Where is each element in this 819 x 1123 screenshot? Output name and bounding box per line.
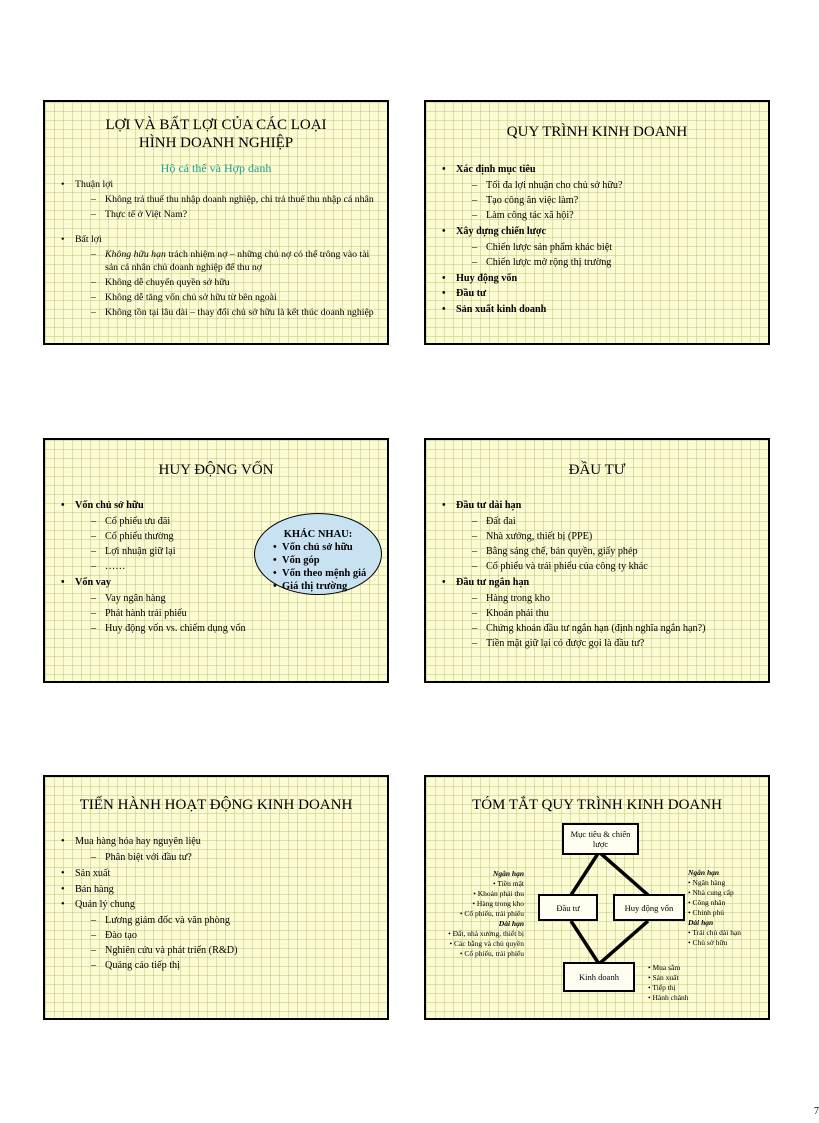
slide-title: TIẾN HÀNH HOẠT ĐỘNG KINH DOANH — [79, 797, 353, 813]
bullet-item: • Sản xuất — [61, 866, 377, 882]
bullet-item: • Đầu tư — [442, 286, 758, 302]
sub-bullet: – Hàng trong kho — [456, 592, 758, 605]
differences-ellipse — [254, 513, 382, 595]
bullet-item: • Đầu tư dài hạn – Đất đai – Nhà xưởng, thiết bị (PPE) – Bằng sáng chế, bản quyền, giấy phép – Cổ phiếu và trái phiếu của công ty khác — [442, 498, 758, 573]
slide-title: QUY TRÌNH KINH DOANH — [506, 124, 688, 140]
sub-bullet: – Cổ phiếu thường — [75, 530, 237, 543]
capital-sources-list: Ngắn hạn • Ngân hàng • Nhà cung cấp • Công nhân • Chính phủ Dài hạn • Trái chủ dài hạn • Chủ sở hữu — [688, 868, 768, 948]
operations-box: Kinh doanh — [563, 962, 635, 992]
operations-list: • Mua sắm • Sản xuất • Tiếp thị • Hành chánh — [648, 963, 728, 1003]
bullet-item: • Xây dựng chiến lược – Chiến lược sản phẩm khác biệt – Chiến lược mở rộng thị trường — [442, 224, 758, 269]
sub-bullet: – Thực tế ở Việt Nam? — [75, 208, 377, 221]
ellipse-heading: KHÁC NHAU: — [283, 529, 353, 540]
sub-bullet: – Làm công tác xã hội? — [456, 209, 758, 222]
sub-bullet: – Cổ phiếu và trái phiếu của công ty khác — [456, 560, 758, 573]
slide-capital-raising — [43, 438, 389, 683]
bullet-list — [442, 162, 758, 318]
sub-bullet: – Khoản phải thu — [456, 607, 758, 620]
sub-bullet: – Tạo công ăn việc làm? — [456, 194, 758, 207]
bullet-list — [61, 498, 246, 637]
ellipse-item: • Vốn chủ sở hữu — [273, 541, 381, 554]
sub-bullet: – Bằng sáng chế, bản quyền, giấy phép — [456, 545, 758, 558]
slide-title: TÓM TẮT QUY TRÌNH KINH DOANH — [472, 797, 722, 813]
sub-bullet: – Tối đa lợi nhuận cho chủ sở hữu? — [456, 179, 758, 192]
bullet-item: • Vốn vay – Vay ngân hàng – Phát hành trái phiếu – Huy động vốn vs. chiếm dụng vốn — [61, 575, 237, 635]
sub-bullet: – Phân biệt với đầu tư? — [75, 851, 377, 864]
sub-bullet: – Cổ phiếu ưu đãi — [75, 515, 237, 528]
bullet-item: • Xác định mục tiêu – Tối đa lợi nhuận cho chủ sở hữu? – Tạo công ăn việc làm? – Làm công tác xã hội? — [442, 162, 758, 222]
slide-subtitle: Hộ cá thể và Hợp danh — [160, 161, 272, 175]
ellipse-item: • Vốn theo mệnh giá — [273, 567, 381, 580]
slide-process-summary — [424, 775, 770, 1020]
sub-bullet: – Lợi nhuận giữ lại — [75, 545, 237, 558]
sub-bullet: – Lương giám đốc và văn phòng — [75, 914, 377, 927]
sub-bullet: – Đất đai — [456, 515, 758, 528]
bullet-item: • Mua hàng hóa hay nguyên liệu – Phân biệt với đầu tư? — [61, 834, 377, 864]
bullet-item: • Quản lý chung – Lương giám đốc và văn phòng – Đào tạo – Nghiên cứu và phát triển (R&D) – Quảng cáo tiếp thị — [61, 897, 377, 972]
sub-bullet: – Chiến lược mở rộng thị trường — [456, 256, 758, 269]
investment-list: Ngắn hạn • Tiền mặt • Khoản phải thu • Hàng trong kho • Cổ phiếu, trái phiếu Dài hạn • Đất, nhà xưởng, thiết bị • Các bằng và chủ quyền • Cổ phiếu, trái phiếu — [422, 869, 524, 959]
sub-bullet: – Không hữu hạn trách nhiệm nợ – những chủ nợ có thể trông vào tài sản cá nhân chủ doanh nghiệp để thu nợ — [75, 248, 377, 274]
ellipse-item: • Vốn góp — [273, 554, 381, 567]
bullet-list — [442, 498, 758, 652]
bullet-item: • Đầu tư ngắn hạn – Hàng trong kho – Khoản phải thu – Chứng khoán đầu tư ngắn hạn (định nghĩa ngắn hạn?) – Tiền mặt giữ lại có được gọi là đầu tư? — [442, 575, 758, 650]
sub-bullet: – Nghiên cứu và phát triển (R&D) — [75, 944, 377, 957]
sub-bullet: – Không dễ tăng vốn chủ sở hữu từ bên ngoài — [75, 291, 377, 304]
bullet-item: • Thuận lợi – Không trả thuế thu nhập doanh nghiệp, chỉ trả thuế thu nhập cá nhân – Thực tế ở Việt Nam? — [61, 178, 377, 221]
capital-raising-box: Huy động vốn — [613, 894, 685, 921]
slide-investment — [424, 438, 770, 683]
sub-bullet: – Tiền mặt giữ lại có được gọi là đầu tư? — [456, 637, 758, 650]
slide-operations — [43, 775, 389, 1020]
sub-bullet: – …… — [75, 560, 237, 573]
sub-bullet: – Không dễ chuyển quyền sở hữu — [75, 276, 377, 289]
sub-bullet: – Quảng cáo tiếp thị — [75, 959, 377, 972]
slide-title: ĐẦU TƯ — [568, 462, 626, 478]
bullet-item: • Sản xuất kinh doanh — [442, 302, 758, 318]
sub-bullet: – Phát hành trái phiếu — [75, 607, 355, 620]
slide-title: HUY ĐỘNG VỐN — [158, 462, 274, 478]
sub-bullet: – Nhà xưởng, thiết bị (PPE) — [456, 530, 758, 543]
slide-title: LỢI VÀ BẤT LỢI CỦA CÁC LOẠI HÌNH DOANH NGHIỆP — [105, 117, 327, 151]
sub-bullet: – Chiến lược sản phẩm khác biệt — [456, 241, 758, 254]
sub-bullet: – Đào tạo — [75, 929, 377, 942]
slide-advantages — [43, 100, 389, 345]
bullet-list — [61, 178, 377, 321]
ellipse-item: • Giá thị trường — [273, 580, 381, 593]
sub-bullet: – Không tồn tại lâu dài – thay đổi chủ sở hữu là kết thúc doanh nghiệp — [75, 306, 377, 319]
bullet-item: • Vốn chủ sở hữu – Cổ phiếu ưu đãi – Cổ phiếu thường – Lợi nhuận giữ lại – …… — [61, 498, 237, 573]
sub-bullet: – Không trả thuế thu nhập doanh nghiệp, chỉ trả thuế thu nhập cá nhân — [75, 193, 377, 206]
sub-bullet: – Vay ngân hàng — [75, 592, 355, 605]
bullet-item: • Bất lợi – Không hữu hạn trách nhiệm nợ – những chủ nợ có thể trông vào tài sản cá nhân chủ doanh nghiệp để thu nợ – Không dễ chuyển quyền sở hữu – Không dễ tăng vốn chủ sở hữu từ bên ngoài – Không tồn tại lâu dài – thay đổi chủ sở hữu là kết thúc doanh nghiệp — [61, 233, 377, 319]
page-corner-mark: 7 — [814, 1106, 819, 1117]
bullet-item: • Huy động vốn — [442, 271, 758, 287]
investment-box: Đầu tư — [538, 894, 598, 921]
sub-bullet: – Chứng khoán đầu tư ngắn hạn (định nghĩa ngắn hạn?) — [456, 622, 758, 635]
bullet-item: • Bán hàng — [61, 882, 377, 898]
slide-business-process — [424, 100, 770, 345]
goals-strategy-box: Mục tiêu & chiến lược — [562, 823, 639, 855]
sub-bullet: – Huy động vốn vs. chiếm dụng vốn — [75, 622, 355, 635]
bullet-list — [61, 834, 377, 974]
